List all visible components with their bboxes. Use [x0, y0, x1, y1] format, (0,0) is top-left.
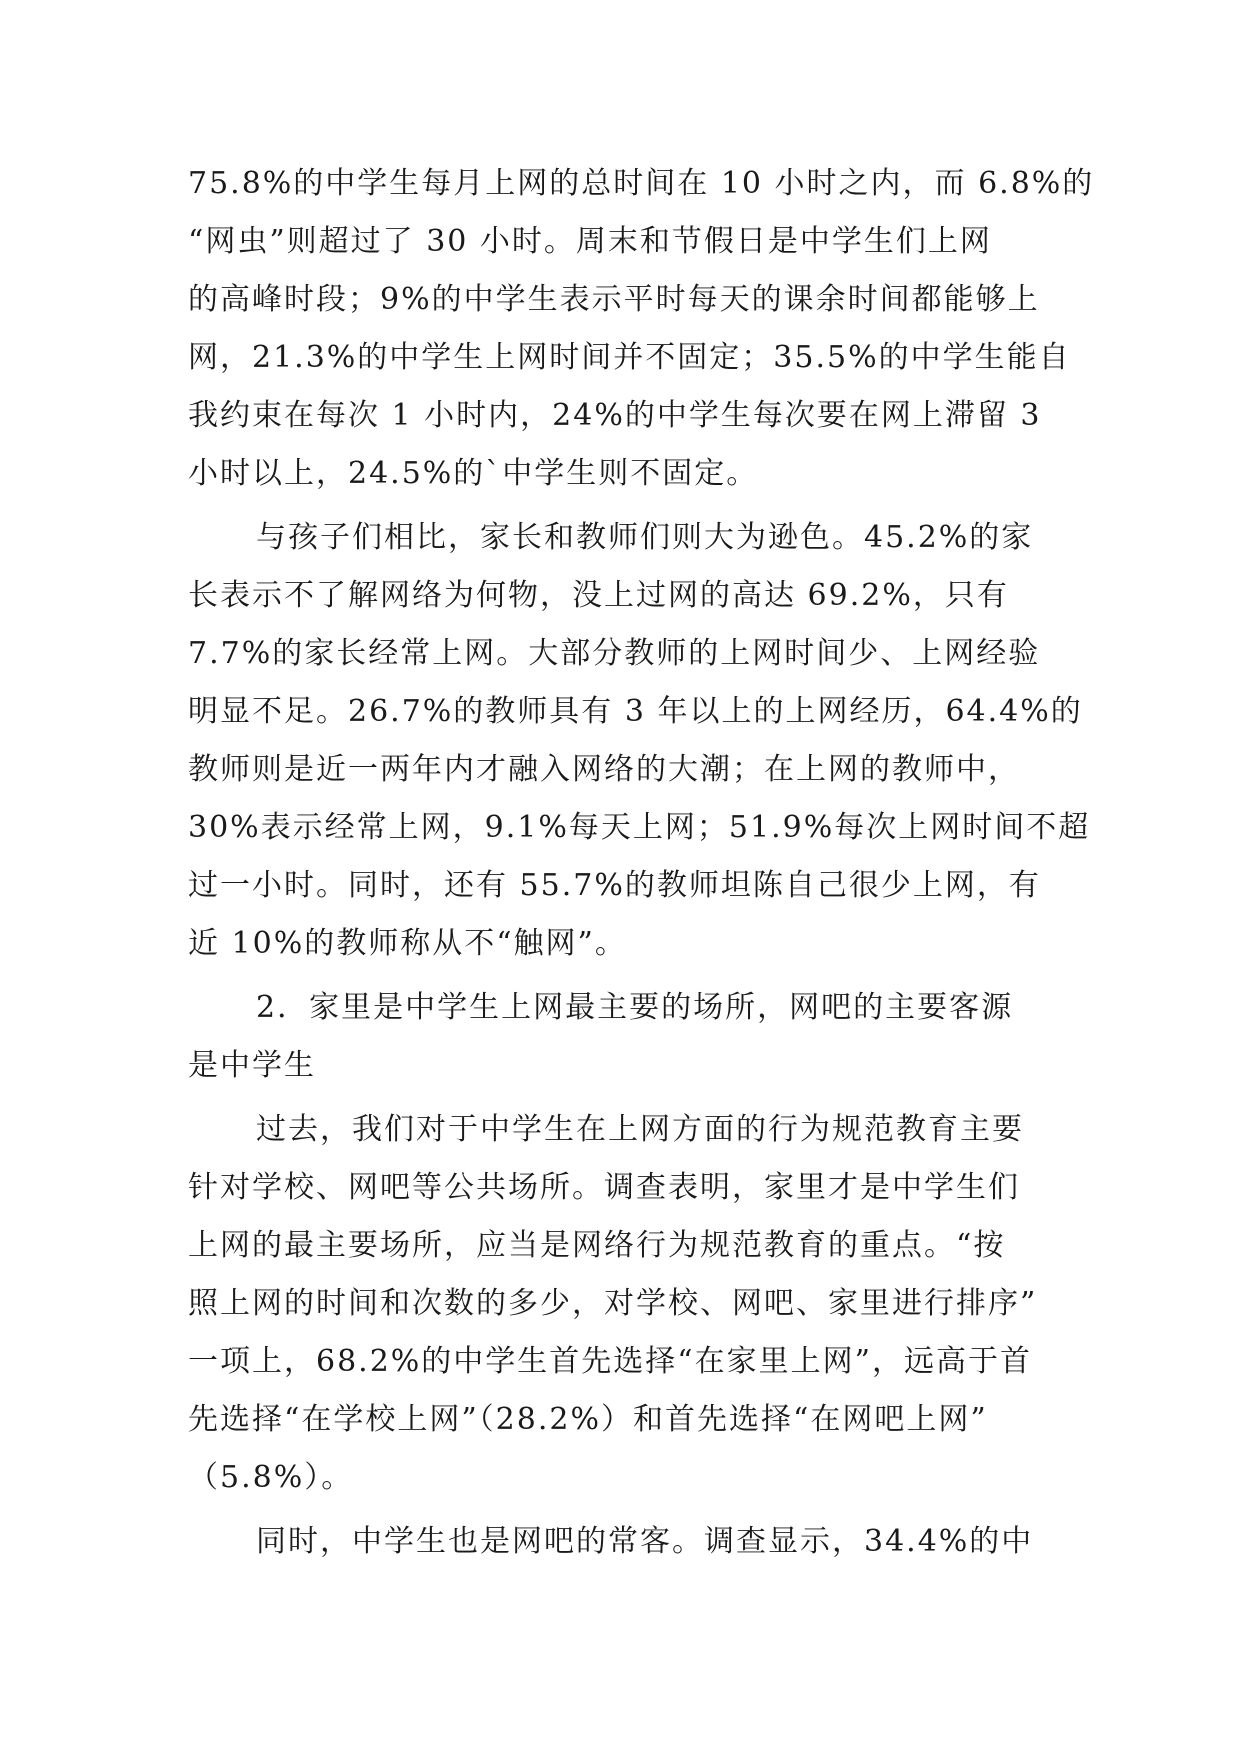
- paragraph-line: 是中学生: [188, 1048, 316, 1083]
- paragraph-line: 与孩子们相比，家长和教师们则大为逊色。45.2%的家: [256, 520, 1034, 555]
- paragraph-line: 小时以上，24.5%的`中学生则不固定。: [188, 456, 759, 491]
- paragraph-5: [188, 1513, 1054, 1571]
- paragraph-line: 过一小时。同时，还有 55.7%的教师坦陈自己很少上网，有: [188, 868, 1041, 903]
- paragraph-line: 的高峰时段；9%的中学生表示平时每天的课余时间都能够上: [188, 282, 1040, 317]
- paragraph-line: 长表示不了解网络为何物，没上过网的高达 69.2%，只有: [188, 578, 1009, 613]
- paragraph-line: 照上网的时间和次数的多少，对学校、网吧、家里进行排序”: [188, 1286, 1038, 1321]
- paragraph-4: [188, 1101, 1054, 1507]
- document-page: [188, 155, 1095, 1571]
- paragraph-2: [188, 509, 1091, 973]
- paragraph-line: 过去，我们对于中学生在上网方面的行为规范教育主要: [256, 1112, 1024, 1147]
- paragraph-line: 同时，中学生也是网吧的常客。调查显示，34.4%的中: [256, 1524, 1034, 1559]
- paragraph-line: 75.8%的中学生每月上网的总时间在 10 小时之内，而 6.8%的: [188, 166, 1095, 201]
- paragraph-line: 先选择“在学校上网”（28.2%）和首先选择“在网吧上网”: [188, 1402, 988, 1437]
- paragraph-line: “网虫”则超过了 30 小时。周末和节假日是中学生们上网: [188, 224, 992, 259]
- paragraph-line: 近 10%的教师称从不“触网”。: [188, 926, 627, 961]
- paragraph-line: 上网的最主要场所，应当是网络行为规范教育的重点。“按: [188, 1228, 1006, 1263]
- paragraph-line: （5.8%）。: [188, 1460, 354, 1495]
- paragraph-line: 30%表示经常上网，9.1%每天上网；51.9%每次上网时间不超: [188, 810, 1091, 845]
- section-heading-2: [188, 979, 1054, 1095]
- paragraph-line: 7.7%的家长经常上网。大部分教师的上网时间少、上网经验: [188, 636, 1041, 671]
- paragraph-line: 教师则是近一两年内才融入网络的大潮；在上网的教师中，: [188, 752, 1020, 787]
- paragraph-line: 2．家里是中学生上网最主要的场所，网吧的主要客源: [256, 990, 1014, 1025]
- paragraph-line: 针对学校、网吧等公共场所。调查表明，家里才是中学生们: [188, 1170, 1020, 1205]
- paragraph-1: [188, 155, 1095, 503]
- paragraph-line: 我约束在每次 1 小时内，24%的中学生每次要在网上滞留 3: [188, 398, 1042, 433]
- paragraph-line: 明显不足。26.7%的教师具有 3 年以上的上网经历，64.4%的: [188, 694, 1083, 729]
- paragraph-line: 一项上，68.2%的中学生首先选择“在家里上网”，远高于首: [188, 1344, 1032, 1379]
- paragraph-line: 网，21.3%的中学生上网时间并不固定；35.5%的中学生能自: [188, 340, 1071, 375]
